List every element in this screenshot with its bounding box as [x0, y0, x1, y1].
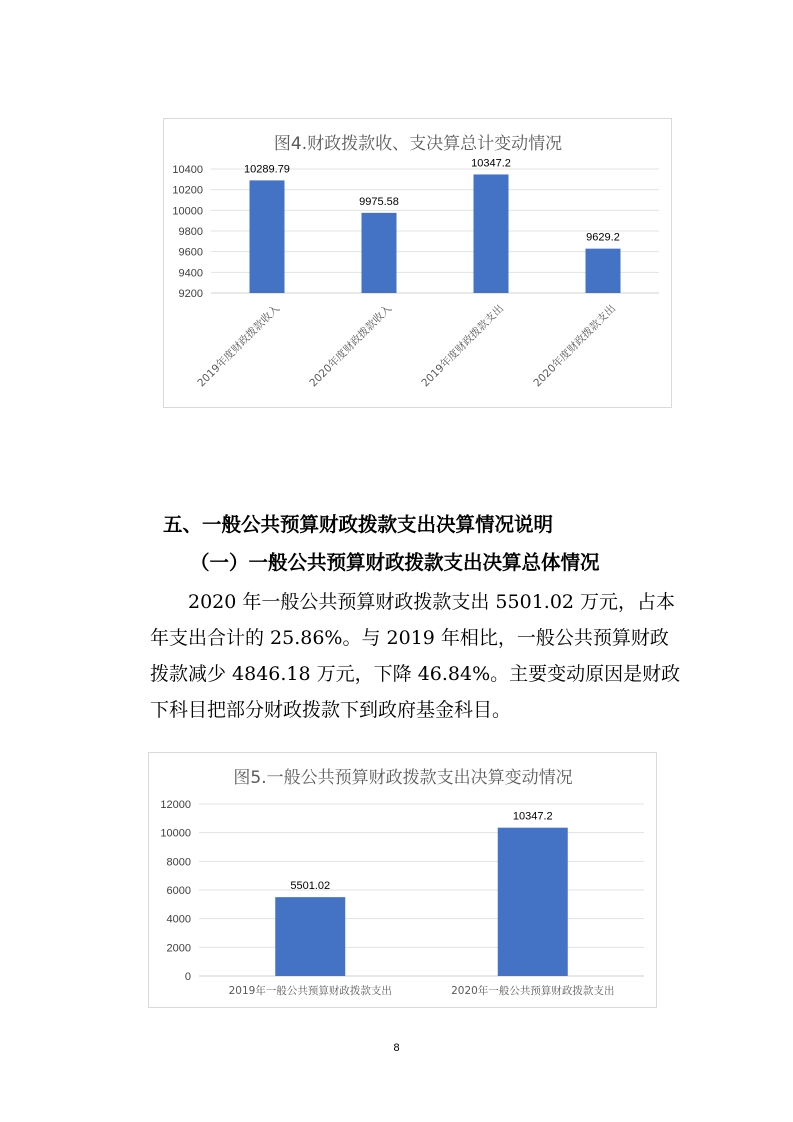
bar — [250, 180, 285, 293]
y-tick-label: 9400 — [178, 267, 203, 280]
chart-title: 图4.财政拨款收、支决算总计变动情况 — [273, 134, 563, 154]
data-label: 9629.2 — [586, 231, 620, 244]
data-label: 10289.79 — [244, 163, 290, 176]
y-tick-label: 12000 — [160, 799, 191, 811]
x-tick-label: 2019年度财政拨款收入 — [195, 302, 283, 390]
x-tick-label: 2020年一般公共预算财政拨款支出 — [451, 985, 615, 997]
y-tick-label: 4000 — [166, 913, 191, 926]
page-number: 8 — [393, 1042, 400, 1054]
y-tick-label: 10000 — [160, 827, 191, 840]
y-tick-label: 0 — [184, 971, 191, 983]
paragraph-line: 拨款减少 4846.18 万元，下降 46.84%。主要变动原因是财政 — [150, 663, 681, 685]
paragraph-line: 下科目把部分财政拨款下到政府基金科目。 — [150, 699, 512, 721]
bar — [362, 213, 397, 293]
paragraph-line: 年支出合计的 25.86%。与 2019 年相比，一般公共预算财政 — [150, 627, 669, 649]
chart-fig4-svg — [164, 119, 673, 409]
bar — [498, 828, 568, 976]
y-tick-label: 10400 — [172, 164, 203, 176]
y-tick-label: 8000 — [166, 856, 191, 869]
y-tick-label: 9200 — [178, 288, 203, 300]
data-label: 10347.2 — [471, 157, 511, 170]
chart-fig5-svg — [149, 753, 658, 1009]
y-tick-label: 9600 — [178, 246, 203, 259]
y-tick-label: 10000 — [172, 205, 203, 218]
x-tick-label: 2020年度财政拨款支出 — [531, 302, 619, 390]
y-tick-label: 6000 — [166, 885, 191, 897]
section-heading: 五、一般公共预算财政拨款支出决算情况说明 — [163, 513, 554, 536]
x-tick-label: 2019年一般公共预算财政拨款支出 — [228, 985, 392, 997]
x-tick-label: 2020年度财政拨款收入 — [307, 302, 395, 390]
data-label: 5501.02 — [290, 880, 331, 893]
y-tick-label: 9800 — [178, 226, 203, 238]
data-label: 9975.58 — [359, 195, 399, 208]
chart-title: 图5.一般公共预算财政拨款支出决算变动情况 — [233, 768, 573, 788]
data-label: 10347.2 — [512, 810, 553, 823]
y-tick-label: 10200 — [172, 184, 203, 197]
bar — [275, 897, 345, 976]
x-tick-label: 2019年度财政拨款支出 — [419, 302, 507, 390]
chart-fig5 — [148, 752, 657, 1008]
chart-fig4 — [163, 118, 672, 408]
bar — [586, 249, 621, 293]
bar — [474, 174, 509, 293]
paragraph-line: 2020 年一般公共预算财政拨款支出 5501.02 万元，占本 — [150, 591, 676, 613]
y-tick-label: 2000 — [166, 942, 191, 955]
subsection-heading: （一）一般公共预算财政拨款支出决算总体情况 — [190, 551, 600, 574]
